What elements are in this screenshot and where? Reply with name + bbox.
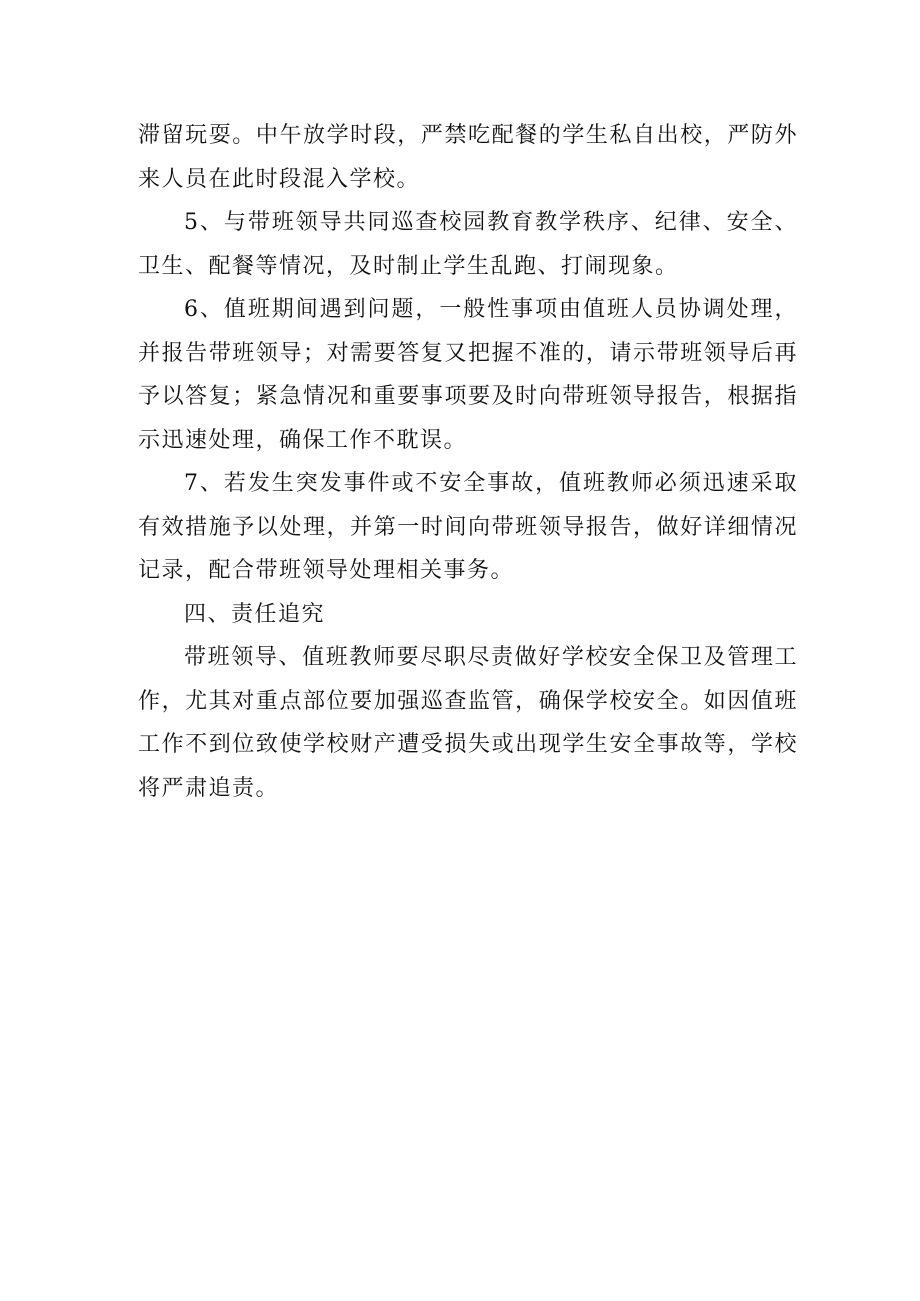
- paragraph-item-5: 5、与带班领导共同巡查校园教育教学秩序、纪律、安全、卫生、配餐等情况，及时制止学生乱跑、打闹现象。: [138, 210, 798, 279]
- paragraph-item-6: 6、值班期间遇到问题，一般性事项由值班人员协调处理，并报告带班领导；对需要答复又把握不准的，请示带班领导后再予以答复；紧急情况和重要事项要及时向带班领导报告，根据指示迅速处理，确保工作不耽误。: [138, 297, 798, 453]
- paragraph-item-7: 7、若发生突发事件或不安全事故，值班教师必须迅速采取有效措施予以处理，并第一时间向带班领导报告，做好详细情况记录，配合带班领导处理相关事务。: [138, 471, 798, 583]
- section-heading-accountability: 四、责任追究: [184, 601, 326, 627]
- document-page: [138, 114, 798, 810]
- paragraph-lunch-rules: 滞留玩耍。中午放学时段，严禁吃配餐的学生私自出校，严防外来人员在此时段混入学校。: [138, 123, 798, 192]
- paragraph-accountability: 带班领导、值班教师要尽职尽责做好学校安全保卫及管理工作，尤其对重点部位要加强巡查监管，确保学校安全。如因值班工作不到位致使学校财产遭受损失或出现学生安全事故等，学校将严肃追责。: [138, 645, 798, 801]
